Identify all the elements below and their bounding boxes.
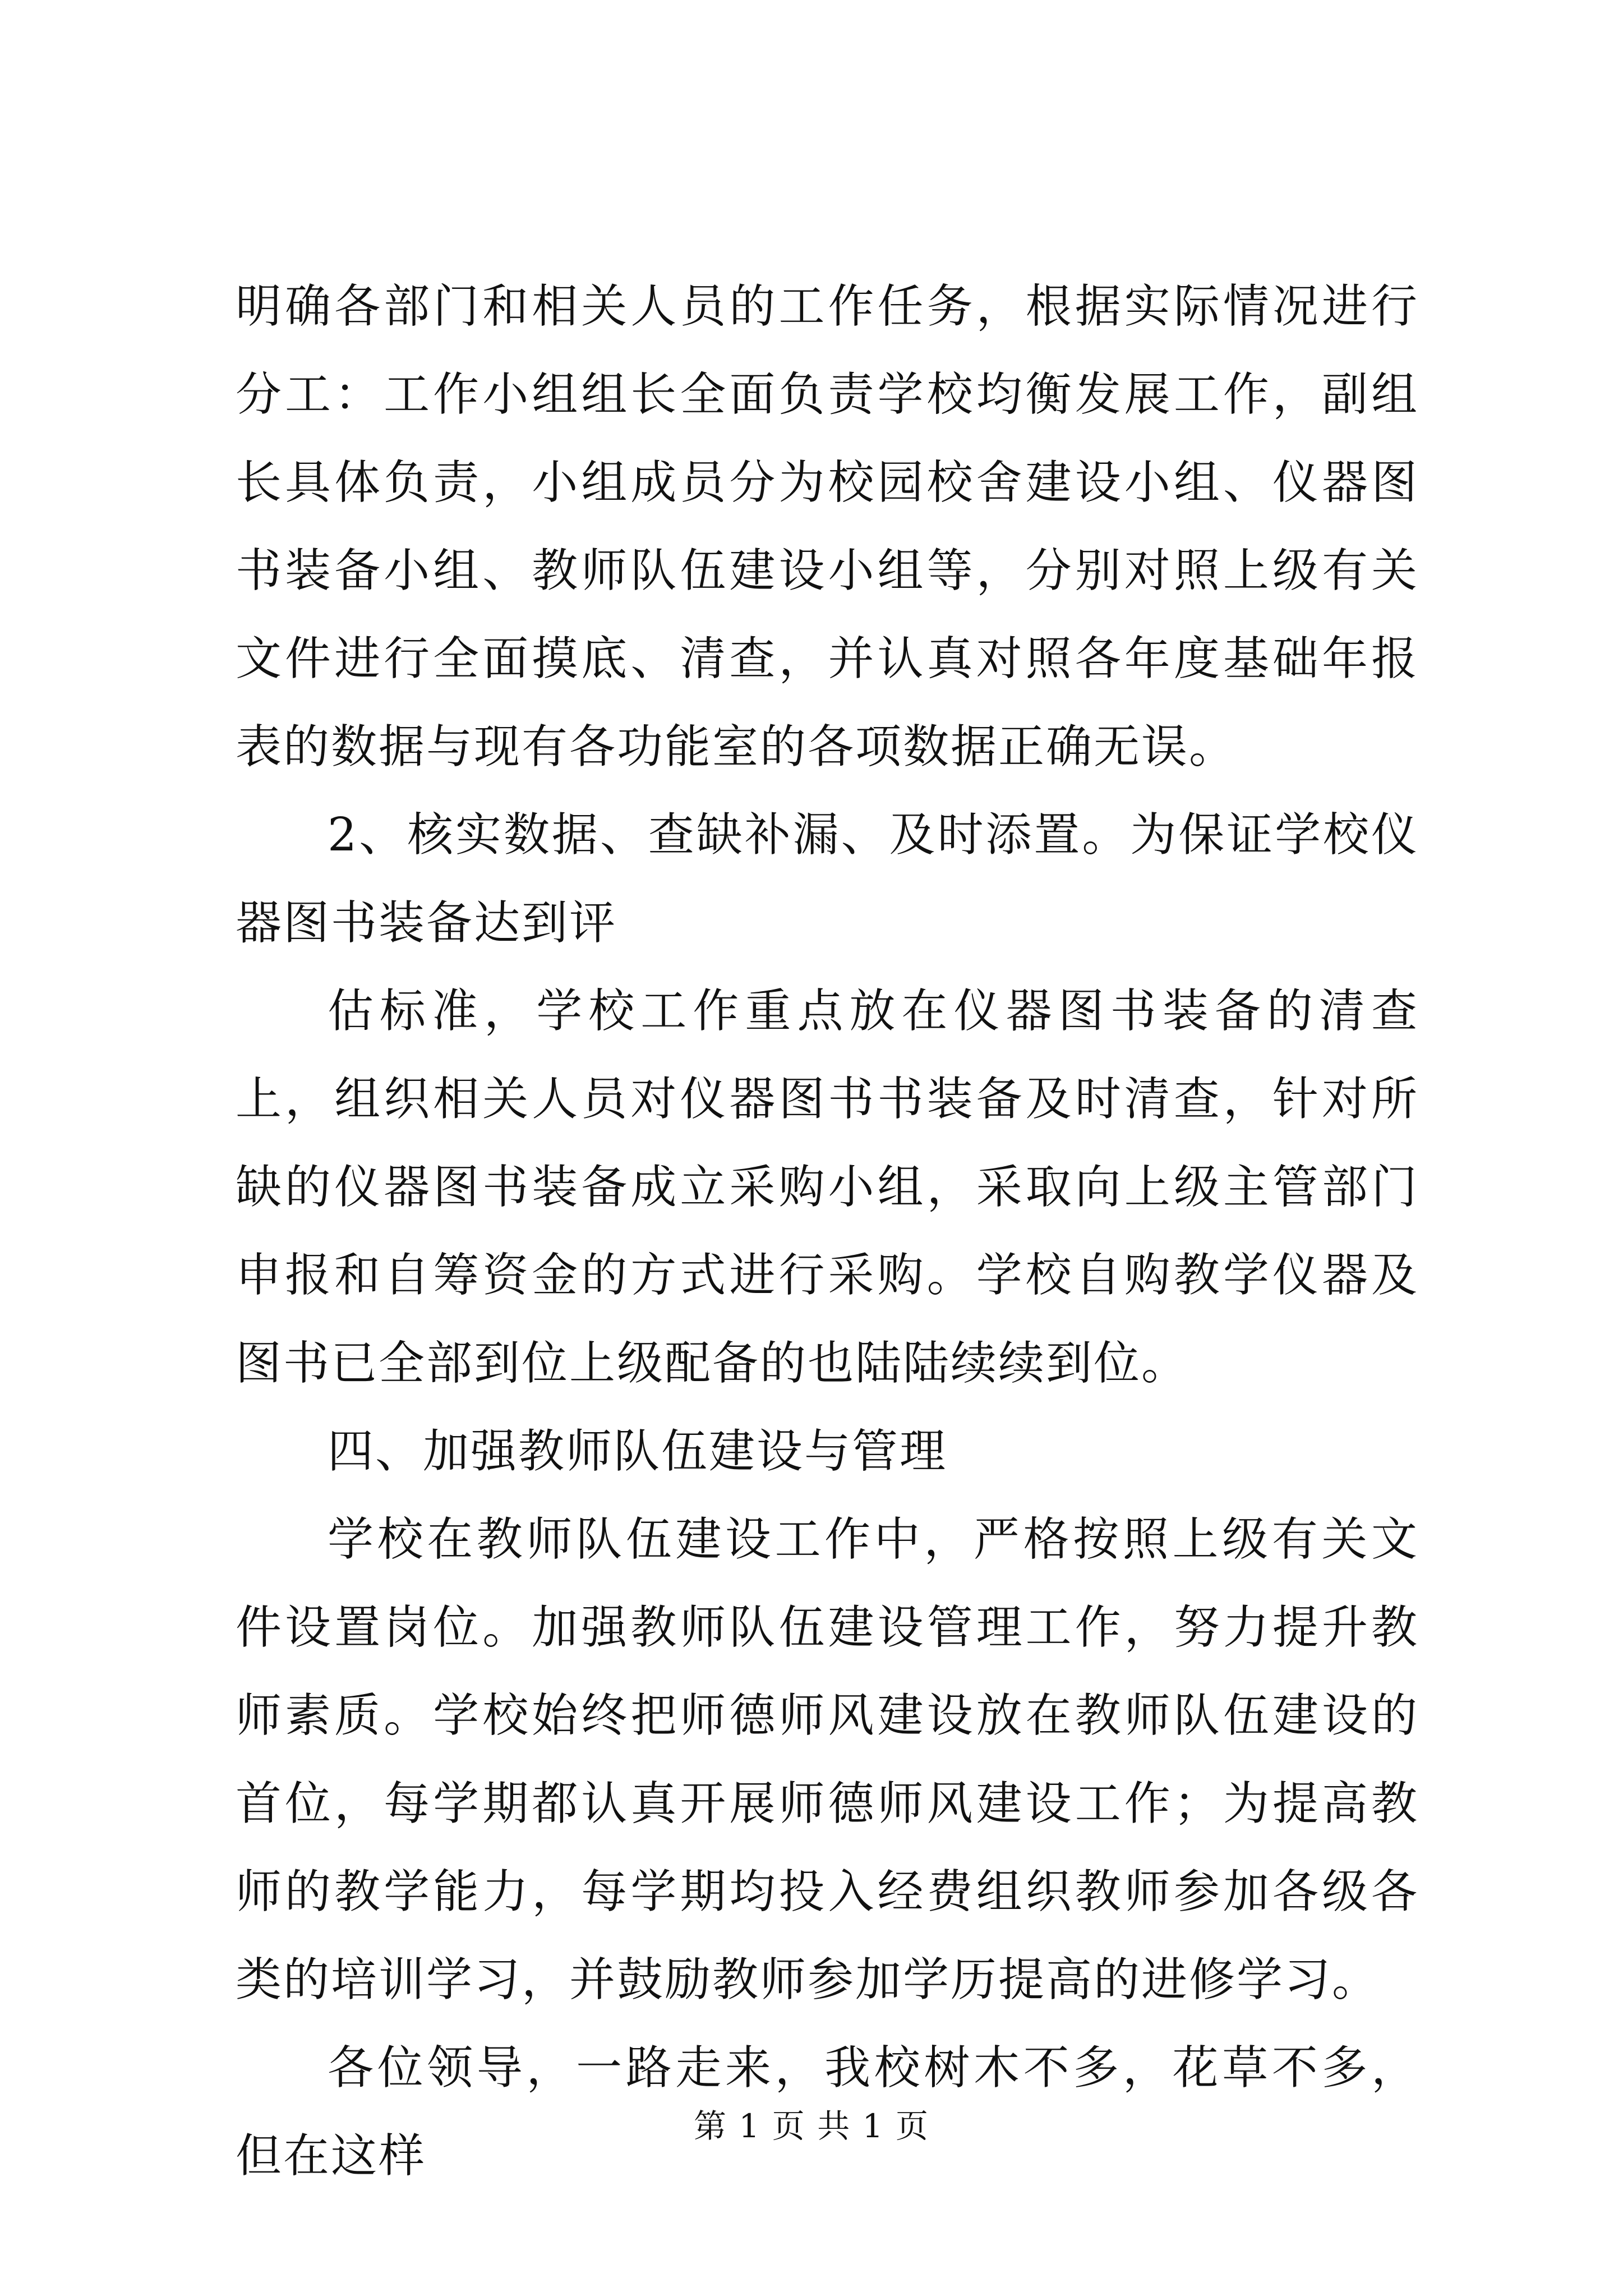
paragraph-3: 估标准，学校工作重点放在仪器图书装备的清查上，组织相关人员对仪器图书书装备及时清查，针对所缺的仪器图书装备成立采购小组，采取向上级主管部门申报和自筹资金的方式进行采购。学校自购教学仪器及图书已全部到位上级配备的也陆陆续续到位。 — [236, 984, 1419, 1390]
page-footer: 第 1 页 共 1 页 — [694, 2107, 929, 2145]
document-body — [236, 263, 1419, 2200]
paragraph-5: 学校在教师队伍建设工作中，严格按照上级有关文件设置岗位。加强教师队伍建设管理工作，努力提升教师素质。学校始终把师德师风建设放在教师队伍建设的首位，每学期都认真开展师德师风建设工作；为提高教师的教学能力，每学期均投入经费组织教师参加各级各类的培训学习，并鼓励教师参加学历提高的进修学习。 — [236, 1513, 1419, 2007]
paragraph-6: 各位领导，一路走来，我校树木不多，花草不多，但在这样 — [236, 2041, 1419, 2183]
paragraph-1: 明确各部门和相关人员的工作任务，根据实际情况进行分工：工作小组组长全面负责学校均衡发展工作，副组长具体负责，小组成员分为校园校舍建设小组、仪器图书装备小组、教师队伍建设小组等，分别对照上级有关文件进行全面摸底、清查，并认真对照各年度基础年报表的数据与现有各功能室的各项数据正确无误。 — [236, 280, 1419, 774]
paragraph-2: 2、核实数据、查缺补漏、及时添置。为保证学校仪器图书装备达到评 — [236, 808, 1419, 950]
section-heading-4: 四、加强教师队伍建设与管理 — [328, 1425, 948, 1478]
